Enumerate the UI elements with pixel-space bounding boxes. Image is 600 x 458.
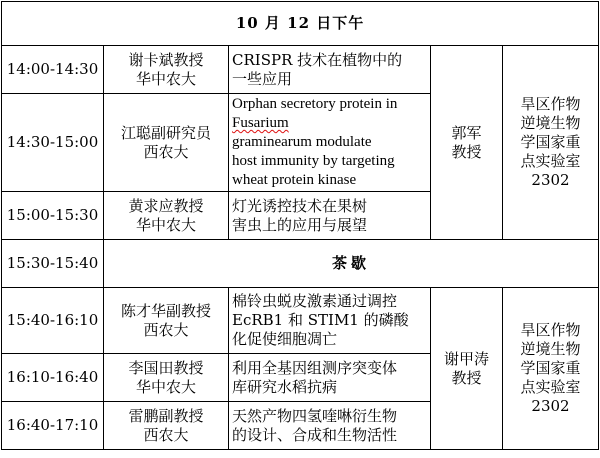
topic-line: 的设计、合成和生物活性 <box>232 425 398 444</box>
topic-line: graminearum modulate <box>232 134 372 150</box>
venue-line: 点实验室 <box>520 378 581 396</box>
venue-cell <box>503 288 599 450</box>
chair-name: 谢甲涛 <box>443 349 489 368</box>
venue-line: 旱区作物 <box>520 321 581 339</box>
topic-cell <box>229 192 431 240</box>
break-row <box>2 240 599 288</box>
speaker-name: 谢卡斌教授 <box>128 50 204 69</box>
topic-line: 化促使细胞凋亡 <box>232 330 338 348</box>
speaker-org: 华中农大 <box>135 69 196 88</box>
break-time: 15:30-15:40 <box>2 240 104 288</box>
topic-line: 天然产物四氢喹啉衍生物 <box>232 406 398 425</box>
speaker-cell <box>104 354 229 402</box>
speaker-name: 雷鹏副教授 <box>128 406 204 425</box>
table-row <box>2 46 599 94</box>
session-time: 14:30-15:00 <box>2 94 104 192</box>
venue-room: 2302 <box>531 171 570 189</box>
topic-cell <box>229 354 431 402</box>
venue-room: 2302 <box>531 397 570 415</box>
venue-line: 学国家重 <box>520 359 581 377</box>
header-row <box>2 2 599 46</box>
chair-title: 教授 <box>451 368 482 387</box>
topic-cell <box>229 402 431 450</box>
session-time: 16:40-17:10 <box>2 402 104 450</box>
schedule-table <box>1 1 599 450</box>
topic-line: CRISPR 技术在植物中的 <box>232 50 403 69</box>
topic-line: wheat protein kinase <box>232 172 357 188</box>
chair-cell <box>431 288 503 450</box>
topic-line: 棉铃虫蜕皮激素通过调控 <box>232 292 398 310</box>
chair-name: 郭军 <box>451 123 482 142</box>
speaker-cell <box>104 192 229 240</box>
venue-cell <box>503 46 599 240</box>
session-time: 14:00-14:30 <box>2 46 104 94</box>
speaker-cell <box>104 402 229 450</box>
speaker-org: 华中农大 <box>135 377 196 396</box>
chair-title: 教授 <box>451 142 482 161</box>
venue-line: 旱区作物 <box>520 95 581 113</box>
speaker-name: 黄求应教授 <box>128 196 204 215</box>
table-row <box>2 288 599 354</box>
session-time: 15:40-16:10 <box>2 288 104 354</box>
topic-line: Fusarium <box>232 115 289 131</box>
topic-line: 灯光诱控技术在果树 <box>232 196 368 215</box>
topic-cell <box>229 94 431 192</box>
topic-cell <box>229 46 431 94</box>
speaker-cell <box>104 94 229 192</box>
speaker-org: 西农大 <box>143 320 189 339</box>
venue-line: 点实验室 <box>520 152 581 170</box>
session-time: 15:00-15:30 <box>2 192 104 240</box>
venue-line: 逆境生物 <box>520 340 581 358</box>
speaker-org: 华中农大 <box>135 215 196 234</box>
speaker-name: 李国田教授 <box>128 358 204 377</box>
topic-line: Orphan secretory protein in <box>232 96 398 112</box>
speaker-org: 西农大 <box>143 425 189 444</box>
speaker-cell <box>104 288 229 354</box>
topic-line: 害虫上的应用与展望 <box>232 215 368 234</box>
break-label: 茶歇 <box>104 240 599 288</box>
chair-cell <box>431 46 503 240</box>
topic-cell <box>229 288 431 354</box>
session-time: 16:10-16:40 <box>2 354 104 402</box>
venue-line: 逆境生物 <box>520 114 581 132</box>
speaker-org: 西农大 <box>143 142 189 161</box>
speaker-name: 江聪副研究员 <box>120 123 211 142</box>
topic-line: 库研究水稻抗病 <box>232 377 338 396</box>
topic-line: 一些应用 <box>232 69 293 88</box>
speaker-cell <box>104 46 229 94</box>
speaker-name: 陈才华副教授 <box>120 301 211 320</box>
topic-line: host immunity by targeting <box>232 153 395 169</box>
schedule-title: 10 月 12 日下午 <box>2 2 599 46</box>
venue-line: 学国家重 <box>520 133 581 151</box>
topic-line: EcRB1 和 STIM1 的磷酸 <box>232 311 409 329</box>
topic-line: 利用全基因组测序突变体 <box>232 358 398 377</box>
